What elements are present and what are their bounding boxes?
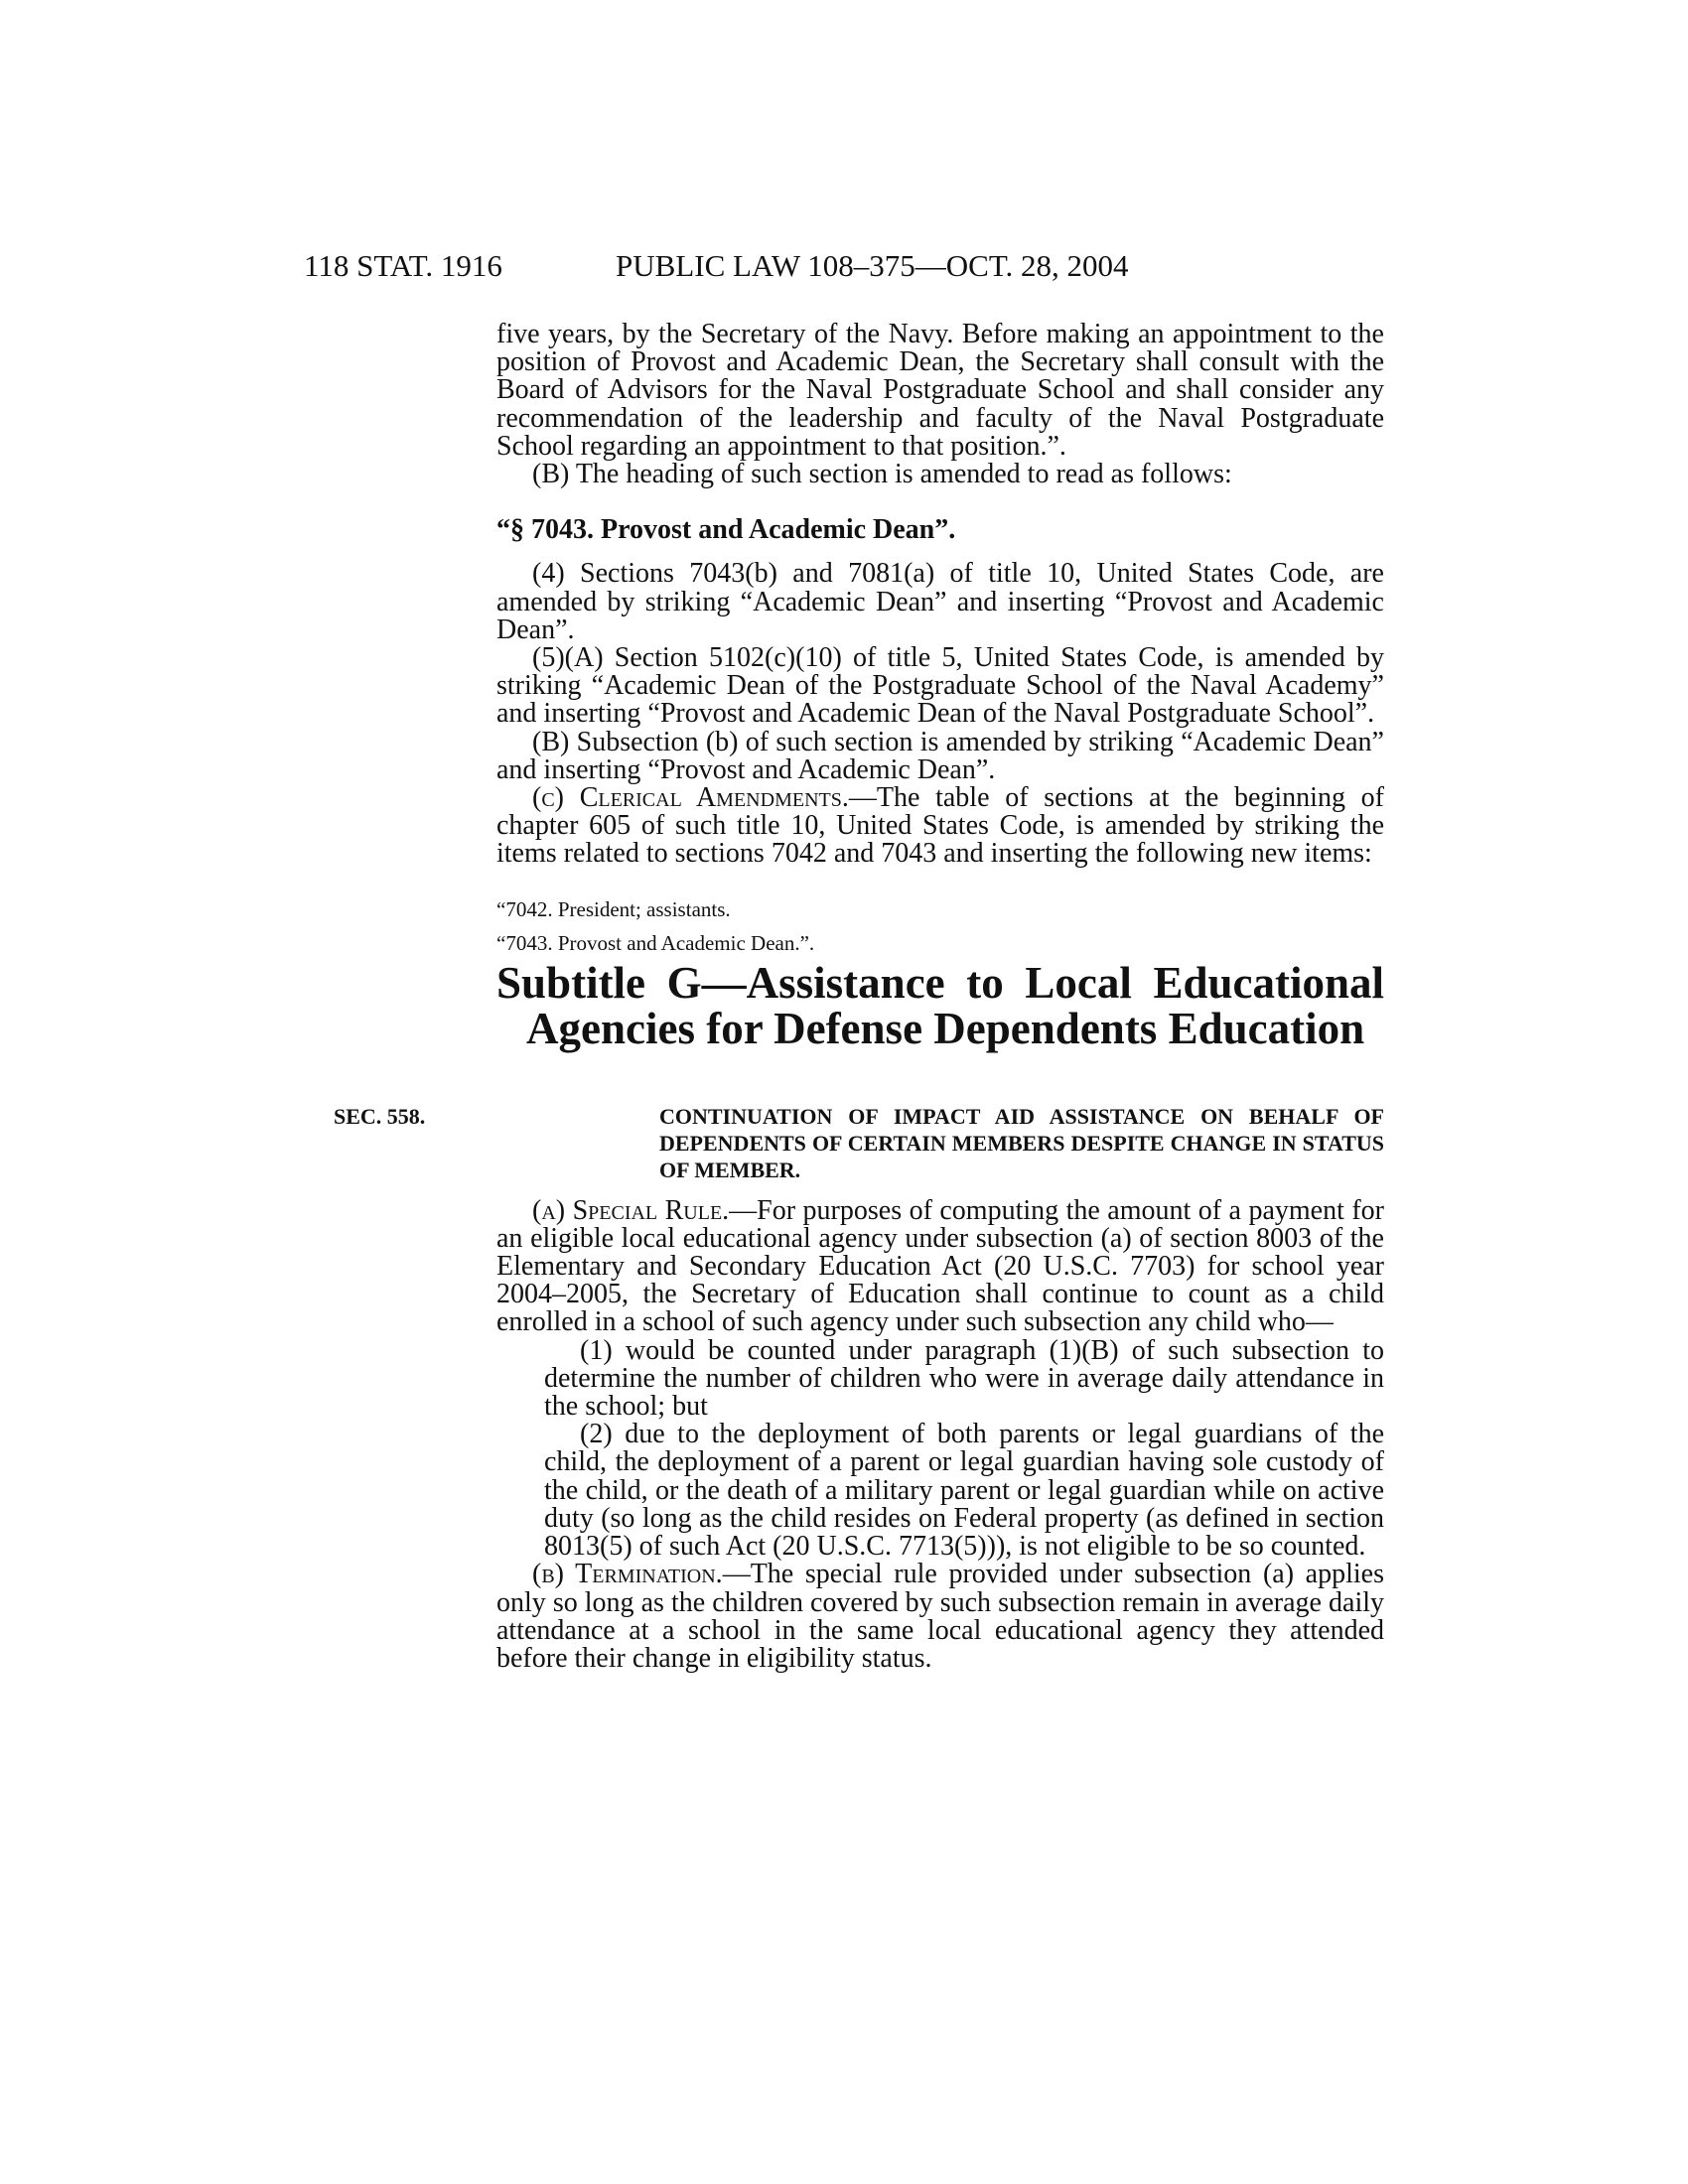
subsection-a-paragraph-1: (1) would be counted under paragraph (1)(B) of such subsection to determine the number of children who were in average daily attendance in the school; but — [544, 1334, 1384, 1423]
subsection-a-paragraph-2: (2) due to the deployment of both parents or legal guardians of the child, the deployment of a parent or legal guardian having sole custody of the child, or the death of a military parent or legal guardian while on active duty (so long as the child resides on Federal property (as defined in section 8013(5) of such Act (20 U.S.C. 7713(5))), is not eligible to be so counted. — [544, 1419, 1384, 1563]
toc-item-7042: “7042. President; assistants. — [496, 896, 731, 921]
special-rule-text: —For purposes of computing the amount of a payment for an eligible local educational agency under subsection (a) of section 8003 of the Elementary and Secondary Education Act (20 U.S.C. 7703) for school year 2004–2005, the Secretary of Education shall continue to count as a child enrolled in a school of such agency under such subsection any child who— — [496, 1194, 1384, 1338]
clerical-amendments-label: (c) Clerical Amendments. — [532, 782, 849, 814]
section-558-label: SEC. 558. — [334, 1103, 426, 1129]
public-law-reference: PUBLIC LAW 108–375—OCT. 28, 2004 — [616, 248, 1129, 283]
toc-item-7043: “7043. Provost and Academic Dean.”. — [496, 930, 815, 955]
document-body — [334, 319, 1384, 1674]
termination-text: —The special rule provided under subsection (a) applies only so long as the children covered by such subsection remain in average daily attendance at a school in the same local educational agency they attended before their change in eligibility status. — [496, 1559, 1384, 1674]
termination-label: (b) Termination. — [532, 1559, 723, 1590]
clerical-amendments-text: —The table of sections at the beginning of chapter 605 of such title 10, United States Code, is amended by striking the items related to sections 7042 and 7043 and inserting the following new items: — [496, 782, 1384, 870]
paragraph-continuation: five years, by the Secretary of the Navy. Before making an appointment to the position of Provost and Academic Dean, the Secretary shall consult with the Board of Advisors for the Naval Postgraduate School and shall consider any recommendation of the leadership and faculty of the Naval Postgraduate School regarding an appointment to that position.”. — [496, 319, 1384, 462]
section-558-title: CONTINUATION OF IMPACT AID ASSISTANCE ON BEHALF OF DEPENDENTS OF CERTAIN MEMBERS DESPITE CHANGE IN STATUS OF MEMBER. — [659, 1103, 1384, 1182]
paragraph-5a: (5)(A) Section 5102(c)(10) of title 5, United States Code, is amended by striking “Academic Dean of the Postgraduate School of the Naval Academy” and inserting “Provost and Academic Dean of the Naval Postgraduate School”. — [496, 642, 1384, 730]
subsection-a — [496, 1194, 1384, 1338]
section-7043-heading: “§ 7043. Provost and Academic Dean”. — [496, 514, 956, 546]
table-of-sections — [496, 892, 1384, 960]
stat-reference: 118 STAT. 1916 — [304, 248, 502, 283]
paragraph-b-heading: (B) The heading of such section is amended to read as follows: — [532, 459, 1232, 490]
paragraph-4: (4) Sections 7043(b) and 7081(a) of title 10, United States Code, are amended by striking “Academic Dean” and inserting “Provost and Academic Dean”. — [496, 558, 1384, 645]
subsection-b — [496, 1561, 1384, 1673]
special-rule-label: (a) Special Rule. — [532, 1194, 730, 1226]
paragraph-5b: (B) Subsection (b) of such section is amended by striking “Academic Dean” and inserting “Provost and Academic Dean”. — [496, 726, 1384, 785]
subtitle-g-heading: Subtitle G—Assistance to Local Educational Agencies for Defense Dependents Education — [496, 957, 1384, 1053]
paragraph-c — [496, 784, 1384, 869]
section-558-heading — [334, 1103, 1384, 1183]
